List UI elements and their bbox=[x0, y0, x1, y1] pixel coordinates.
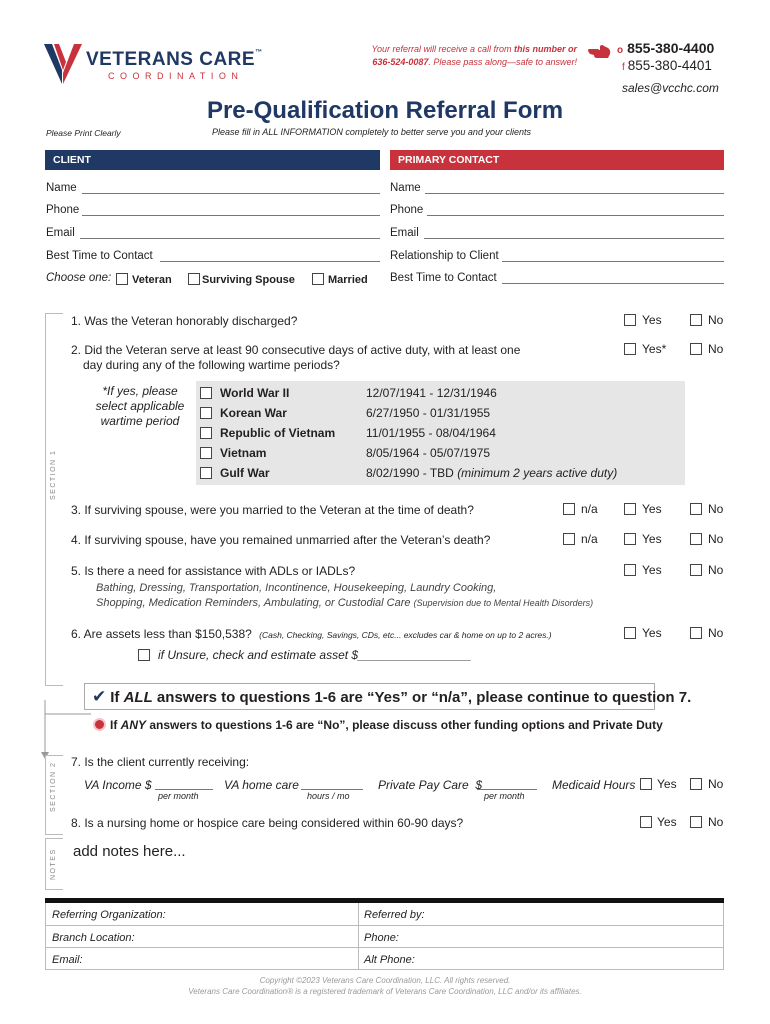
primary-contact-band: PRIMARY CONTACT bbox=[390, 150, 724, 170]
war-korea[interactable]: Korean War bbox=[200, 406, 287, 420]
client-email-field[interactable] bbox=[80, 238, 380, 239]
va-home-care-unit: hours / mo bbox=[307, 791, 350, 801]
client-name-field[interactable] bbox=[82, 193, 380, 194]
checkbox[interactable] bbox=[690, 503, 702, 515]
va-home-care-field[interactable] bbox=[301, 789, 363, 790]
q4-yes[interactable]: Yes bbox=[624, 532, 662, 546]
checkbox[interactable] bbox=[116, 273, 128, 285]
pointing-hand-icon bbox=[588, 43, 612, 61]
checkbox[interactable] bbox=[640, 778, 652, 790]
q1-yes[interactable]: Yes bbox=[624, 313, 662, 327]
contact-relationship-field[interactable] bbox=[502, 261, 724, 262]
client-phone-field[interactable] bbox=[82, 215, 380, 216]
contact-best-time-field[interactable] bbox=[502, 283, 724, 284]
checkbox[interactable] bbox=[563, 533, 575, 545]
va-income-unit: per month bbox=[158, 791, 199, 801]
private-pay-field[interactable] bbox=[477, 789, 537, 790]
war-ww2-dates: 12/07/1941 - 12/31/1946 bbox=[366, 386, 497, 400]
client-name-label: Name bbox=[46, 182, 77, 194]
referral-note: Your referral will receive a call from this number or 636-524-0087. Please pass along—safe to answer! bbox=[371, 44, 577, 67]
checkbox[interactable] bbox=[200, 467, 212, 479]
checkbox[interactable] bbox=[624, 627, 636, 639]
q3-na[interactable]: n/a bbox=[563, 502, 598, 516]
page-title: Pre-Qualification Referral Form bbox=[206, 97, 564, 124]
war-vietnam-dates: 8/05/1964 - 05/07/1975 bbox=[366, 446, 491, 460]
checkbox[interactable] bbox=[640, 816, 652, 828]
private-pay-label: Private Pay Care $ bbox=[378, 778, 483, 792]
phone-field[interactable]: Phone: bbox=[364, 932, 399, 944]
medicaid-label: Medicaid Hours bbox=[552, 778, 636, 792]
war-republic-vietnam[interactable]: Republic of Vietnam bbox=[200, 426, 335, 440]
va-home-care-label: VA home care bbox=[224, 778, 299, 792]
checkbox[interactable] bbox=[690, 314, 702, 326]
checkbox[interactable] bbox=[200, 447, 212, 459]
q8-yes[interactable]: Yes bbox=[640, 815, 677, 829]
q3-no[interactable]: No bbox=[690, 502, 723, 516]
va-income-label: VA Income $ bbox=[84, 778, 152, 792]
referred-by-field[interactable]: Referred by: bbox=[364, 909, 425, 921]
question-6: 6. Are assets less than $150,538? (Cash, Checking, Savings, CDs, etc... excludes car & home on up to 2 acres.) bbox=[71, 627, 552, 641]
logo bbox=[44, 40, 284, 86]
q8-no[interactable]: No bbox=[690, 815, 723, 829]
client-band: CLIENT bbox=[45, 150, 380, 170]
war-gulf-dates: 8/02/1990 - TBD (minimum 2 years active duty) bbox=[366, 466, 618, 480]
client-email-label: Email bbox=[46, 227, 75, 239]
private-pay-unit: per month bbox=[484, 791, 525, 801]
contact-best-time-label: Best Time to Contact bbox=[390, 272, 497, 284]
question-2: 2. Did the Veteran serve at least 90 consecutive days of active duty, with at least one day during any of the following wartime periods? bbox=[71, 343, 521, 372]
logo-chevron-icon bbox=[44, 40, 82, 84]
email-field[interactable]: Email: bbox=[52, 954, 83, 966]
checkbox[interactable] bbox=[200, 407, 212, 419]
continue-text: ✔ If ALL answers to questions 1-6 are “Yes” or “n/a”, please continue to question 7. bbox=[92, 687, 692, 706]
q4-no[interactable]: No bbox=[690, 532, 723, 546]
alt-phone-field[interactable]: Alt Phone: bbox=[364, 954, 415, 966]
question-7: 7. Is the client currently receiving: bbox=[71, 755, 250, 769]
choose-one-row bbox=[46, 272, 111, 284]
q5-no[interactable]: No bbox=[690, 563, 723, 577]
question-8: 8. Is a nursing home or hospice care being considered within 60-90 days? bbox=[71, 816, 464, 830]
checkbox[interactable] bbox=[624, 314, 636, 326]
any-no-row: If ANY answers to questions 1-6 are “No”, please discuss other funding options and Private Duty bbox=[93, 718, 663, 732]
contact-phone-field[interactable] bbox=[427, 215, 724, 216]
phone-office[interactable]: o 855-380-4400 bbox=[617, 40, 715, 56]
client-best-time-field[interactable] bbox=[160, 261, 380, 262]
q2-no[interactable]: No bbox=[690, 342, 723, 356]
please-print-note: Please Print Clearly bbox=[46, 128, 121, 138]
logo-tm: ™ bbox=[255, 49, 263, 56]
flow-arrow-icon bbox=[35, 700, 95, 760]
red-dot-icon bbox=[93, 718, 106, 731]
contact-relationship-label: Relationship to Client bbox=[390, 250, 499, 262]
checkbox[interactable] bbox=[690, 627, 702, 639]
instructions: Please fill in ALL INFORMATION completely to better serve you and your clients bbox=[212, 127, 531, 137]
contact-name-field[interactable] bbox=[425, 193, 724, 194]
phone-fax[interactable]: f 855-380-4401 bbox=[622, 58, 712, 73]
q6-no[interactable]: No bbox=[690, 626, 723, 640]
contact-email-field[interactable] bbox=[424, 238, 724, 239]
contact-name-label: Name bbox=[390, 182, 421, 194]
q6-yes[interactable]: Yes bbox=[624, 626, 662, 640]
checkbox[interactable] bbox=[624, 564, 636, 576]
checkbox[interactable] bbox=[624, 533, 636, 545]
copyright: Copyright ©2023 Veterans Care Coordination, LLC. All rights reserved. bbox=[259, 976, 511, 985]
logo-sub-text: COORDINATION bbox=[108, 71, 244, 81]
email-link[interactable]: sales@vcchc.com bbox=[622, 81, 719, 95]
checkbox[interactable] bbox=[690, 816, 702, 828]
checkbox[interactable] bbox=[312, 273, 324, 285]
check-icon: ✔ bbox=[92, 687, 107, 706]
question-4: 4. If surviving spouse, have you remained unmarried after the Veteran’s death? bbox=[71, 533, 491, 547]
checkbox[interactable] bbox=[690, 778, 702, 790]
war-ww2[interactable]: World War II bbox=[200, 386, 289, 400]
choose-one-label: Choose one: bbox=[46, 272, 112, 284]
war-republic-vietnam-dates: 11/01/1955 - 08/04/1964 bbox=[366, 426, 496, 440]
q4-na[interactable]: n/a bbox=[563, 532, 598, 546]
checkbox[interactable] bbox=[200, 427, 212, 439]
trademark: Veterans Care Coordination® is a registered trademark of Veterans Care Coordination, LLC and/or its affiliates. bbox=[188, 987, 582, 996]
notes-label: NOTES bbox=[50, 848, 57, 880]
question-1: 1. Was the Veteran honorably discharged? bbox=[71, 314, 298, 328]
choice-surviving-spouse[interactable]: Surviving Spouse bbox=[188, 272, 295, 286]
contact-phone-label: Phone bbox=[390, 204, 424, 216]
contact-email-label: Email bbox=[390, 227, 419, 239]
section2-label: SECTION 2 bbox=[50, 761, 57, 812]
choice-married[interactable]: Married bbox=[312, 272, 368, 286]
checkbox[interactable] bbox=[138, 649, 150, 661]
checkbox[interactable] bbox=[624, 343, 636, 355]
choice-veteran[interactable]: Veteran bbox=[116, 272, 172, 286]
wartime-note: *If yes, please select applicable wartime period bbox=[95, 384, 185, 428]
question-5: 5. Is there a need for assistance with ADLs or IADLs? bbox=[71, 564, 356, 578]
section1-label: SECTION 1 bbox=[50, 449, 57, 500]
q2-yes[interactable]: Yes* bbox=[624, 342, 666, 356]
checkbox[interactable] bbox=[624, 503, 636, 515]
client-phone-label: Phone bbox=[46, 204, 80, 216]
referring-organization-field[interactable]: Referring Organization: bbox=[52, 909, 166, 921]
question-3: 3. If surviving spouse, were you married to the Veteran at the time of death? bbox=[71, 503, 474, 517]
war-gulf[interactable]: Gulf War bbox=[200, 466, 270, 480]
medicaid-no[interactable]: No bbox=[690, 777, 723, 791]
checkbox[interactable] bbox=[690, 343, 702, 355]
q3-yes[interactable]: Yes bbox=[624, 502, 662, 516]
war-korea-dates: 6/27/1950 - 01/31/1955 bbox=[366, 406, 491, 420]
va-income-field[interactable] bbox=[155, 789, 213, 790]
q5-yes[interactable]: Yes bbox=[624, 563, 662, 577]
logo-main-text: VETERANS CARE bbox=[86, 49, 256, 70]
q1-no[interactable]: No bbox=[690, 313, 723, 327]
war-vietnam[interactable]: Vietnam bbox=[200, 446, 266, 460]
medicaid-yes[interactable]: Yes bbox=[640, 777, 677, 791]
notes-field[interactable]: add notes here... bbox=[73, 843, 186, 860]
branch-location-field[interactable]: Branch Location: bbox=[52, 932, 135, 944]
checkbox[interactable] bbox=[690, 533, 702, 545]
checkbox[interactable] bbox=[690, 564, 702, 576]
q5-details: Bathing, Dressing, Transportation, Incontinence, Housekeeping, Laundry Cooking, Shopping, Medication Reminders, Ambulating, or Custodial Care (Supervision due to Mental Health Disorders) bbox=[96, 582, 594, 609]
client-best-time-label: Best Time to Contact bbox=[46, 250, 153, 262]
checkbox[interactable] bbox=[188, 273, 200, 285]
q6-unsure[interactable]: if Unsure, check and estimate asset $_________________ bbox=[138, 648, 472, 662]
checkbox[interactable] bbox=[200, 387, 212, 399]
checkbox[interactable] bbox=[563, 503, 575, 515]
